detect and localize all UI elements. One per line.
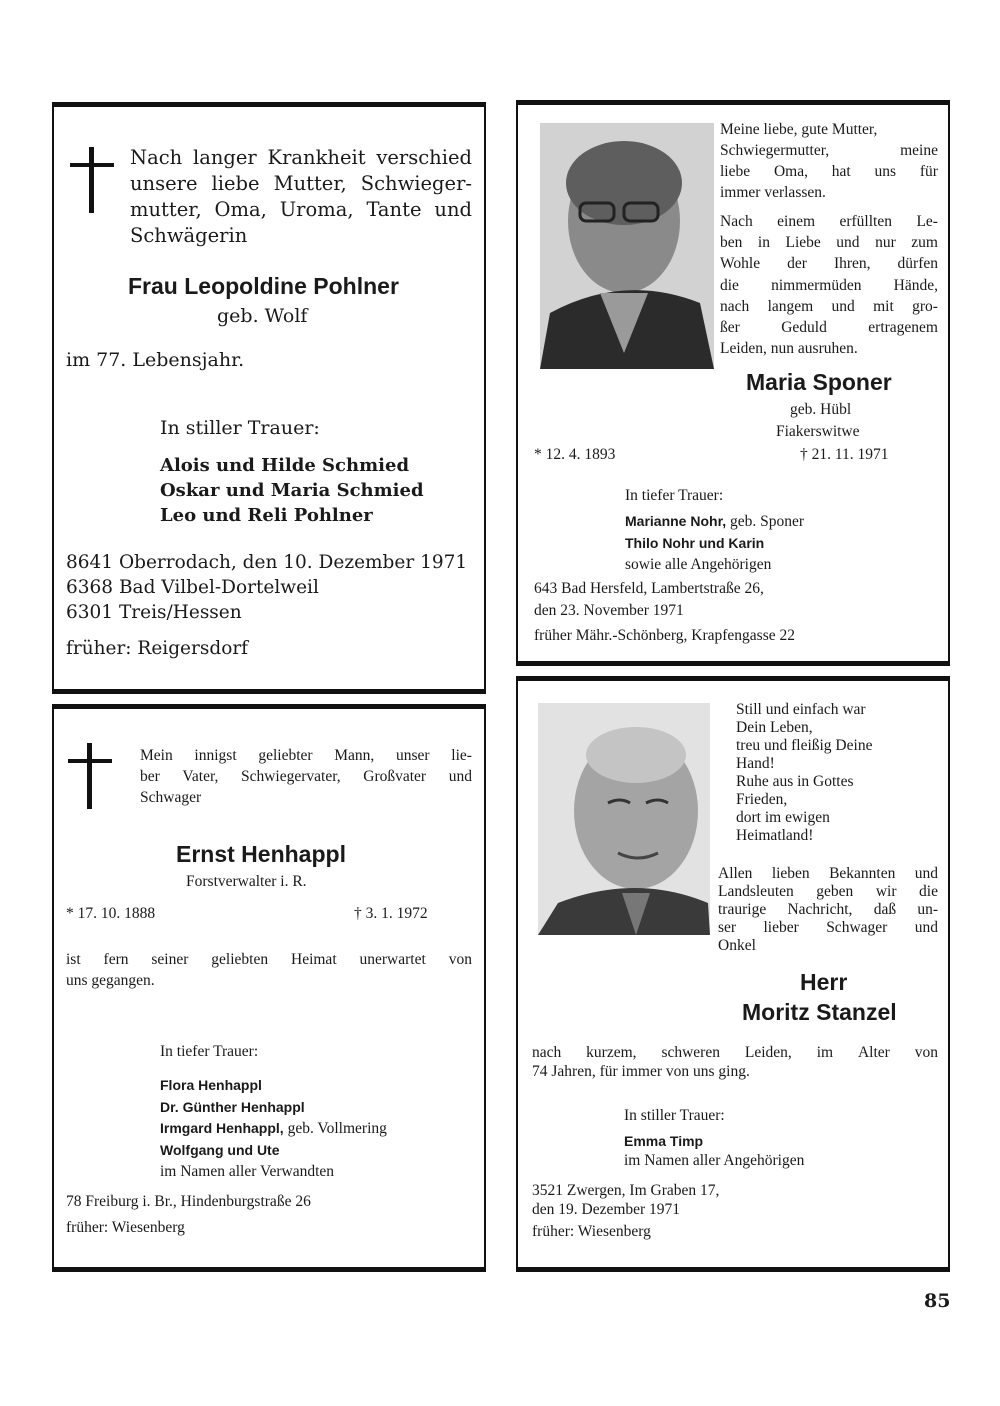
address-line: 6368 Bad Vilbel-Dortelweil — [66, 577, 319, 598]
body-text — [66, 949, 472, 991]
mourner-detail: geb. Vollmering — [287, 1120, 387, 1137]
intro-line: mutter, Oma, Uroma, Tante und — [130, 198, 472, 221]
mourner: im Namen aller Angehörigen — [624, 1152, 805, 1169]
mourner-name: Irmgard Henhappl, — [160, 1120, 284, 1136]
body-line: traurige Nachricht, daß un- — [718, 901, 938, 918]
deceased-name: Ernst Henhappl — [176, 841, 346, 867]
mourner: Oskar und Maria Schmied — [160, 480, 424, 501]
body-line: Wohle der Ihren, dürfen — [720, 255, 938, 273]
address: 78 Freiburg i. Br., Hindenburgstraße 26 — [66, 1193, 311, 1210]
mourners-list — [160, 1075, 387, 1183]
intro-text — [130, 145, 472, 249]
body-line: die nimmermüden Hände, — [720, 276, 938, 294]
body-text — [718, 865, 938, 955]
address-line: 8641 Oberrodach, den 10. Dezember 1971 — [66, 552, 468, 573]
body-line: Leiden, nun ausruhen. — [720, 340, 858, 358]
portrait-photo — [538, 703, 710, 935]
mourners-list — [160, 453, 424, 528]
mourner: Wolfgang und Ute — [160, 1141, 280, 1158]
body-line: 74 Jahren, für immer von uns ging. — [532, 1063, 750, 1080]
mourner — [160, 1118, 387, 1140]
poem-line: Still und einfach war — [736, 701, 866, 718]
body-line: ser lieber Schwager und — [718, 919, 938, 936]
mourning-title: In tiefer Trauer: — [160, 1043, 259, 1060]
poem-text — [736, 701, 932, 845]
deceased-name: Moritz Stanzel — [742, 999, 897, 1025]
body-text — [720, 211, 938, 359]
body-line: Landsleuten geben wir die — [718, 883, 938, 900]
poem-line: dort im ewigen — [736, 809, 830, 826]
body-line: ßer Geduld ertragenem — [720, 319, 938, 337]
body-line: Allen lieben Bekannten und — [718, 865, 938, 882]
body-line: nach langem und mit gro- — [720, 297, 938, 315]
mourners-list — [624, 1131, 804, 1171]
body-line: nach kurzem, schweren Leiden, im Alter von — [532, 1044, 938, 1061]
mourner-name: Marianne Nohr, — [625, 513, 727, 529]
mourning-title: In tiefer Trauer: — [625, 487, 724, 504]
mourning-title: In stiller Trauer: — [624, 1107, 725, 1124]
intro-text — [720, 119, 938, 203]
obituary-henhappl — [52, 704, 486, 1272]
page-number: 85 — [924, 1290, 951, 1312]
mourner: Alois und Hilde Schmied — [160, 455, 410, 476]
address-line: 3521 Zwergen, Im Graben 17, — [532, 1182, 720, 1199]
mourner: sowie alle Angehörigen — [625, 556, 772, 573]
occupation: Fiakerswitwe — [776, 423, 860, 440]
address-line: den 19. Dezember 1971 — [532, 1201, 681, 1218]
age-text: im 77. Lebensjahr. — [66, 349, 245, 371]
address-line: den 23. November 1971 — [534, 602, 684, 619]
intro-line: ber Vater, Schwiegervater, Großvater und — [140, 768, 472, 785]
occupation: Forstverwalter i. R. — [186, 873, 307, 890]
cross-icon — [70, 147, 114, 213]
mourning-title: In stiller Trauer: — [160, 417, 320, 439]
poem-line: Frieden, — [736, 791, 788, 808]
mourner — [625, 511, 804, 533]
intro-line: Schwiegermutter, meine — [720, 142, 938, 159]
mourner-detail: geb. Sponer — [730, 513, 805, 530]
address-line: 6301 Treis/Hessen — [66, 602, 242, 623]
mourner: im Namen aller Verwandten — [160, 1163, 335, 1180]
poem-line: Ruhe aus in Gottes — [736, 773, 854, 790]
body-line: ist fern seiner geliebten Heimat unerwartet von — [66, 951, 472, 968]
former-residence: früher Mähr.-Schönberg, Krapfengasse 22 — [534, 627, 795, 644]
body-line: uns gegangen. — [66, 972, 155, 989]
former-residence: früher: Reigersdorf — [66, 638, 249, 659]
obituary-sponer — [516, 100, 950, 666]
address — [532, 1181, 719, 1219]
intro-line: Meine liebe, gute Mutter, — [720, 121, 878, 138]
poem-line: Heimatland! — [736, 827, 814, 844]
address-line: 643 Bad Hersfeld, Lambertstraße 26, — [534, 580, 764, 597]
honorific: Herr — [800, 969, 848, 995]
birth-date: * 12. 4. 1893 — [534, 446, 616, 463]
portrait-photo — [540, 123, 714, 369]
intro-line: Schwägerin — [130, 224, 248, 247]
intro-line: Schwager — [140, 789, 202, 806]
intro-line: Nach langer Krankheit verschied — [130, 146, 472, 169]
intro-line: liebe Oma, hat uns für — [720, 163, 938, 180]
intro-text — [140, 745, 472, 808]
addresses — [66, 550, 474, 625]
birth-name: geb. Wolf — [217, 305, 308, 327]
mourner: Flora Henhappl — [160, 1077, 262, 1093]
body-line: ben in Liebe und nur zum — [720, 234, 938, 252]
poem-line: Dein Leben, — [736, 719, 813, 736]
mourner: Thilo Nohr und Karin — [625, 534, 765, 551]
former-residence: früher: Wiesenberg — [532, 1223, 651, 1240]
obituary-pohlner — [52, 102, 486, 694]
mourner: Dr. Günther Henhappl — [160, 1098, 305, 1115]
obituary-stanzel — [516, 676, 950, 1272]
poem-line: Hand! — [736, 755, 775, 772]
mourners-list — [625, 511, 804, 576]
address — [534, 578, 764, 622]
birth-date: * 17. 10. 1888 — [66, 905, 156, 922]
former-residence: früher: Wiesenberg — [66, 1219, 185, 1236]
body-text — [532, 1043, 938, 1081]
poem-line: treu und fleißig Deine — [736, 737, 873, 754]
body-line: Nach einem erfüllten Le- — [720, 213, 938, 230]
intro-line: immer verlassen. — [720, 184, 826, 201]
intro-line: Mein innigst geliebter Mann, unser lie- — [140, 747, 472, 764]
birth-name: geb. Hübl — [790, 401, 852, 418]
cross-icon — [68, 743, 112, 809]
deceased-name: Frau Leopoldine Pohlner — [128, 273, 399, 299]
mourner: Leo und Reli Pohlner — [160, 505, 373, 526]
intro-line: unsere liebe Mutter, Schwieger- — [130, 172, 472, 195]
body-line: Onkel — [718, 937, 756, 954]
deceased-name: Maria Sponer — [746, 369, 892, 395]
death-date: † 21. 11. 1971 — [800, 446, 889, 463]
mourner: Emma Timp — [624, 1133, 704, 1149]
death-date: † 3. 1. 1972 — [354, 905, 428, 922]
